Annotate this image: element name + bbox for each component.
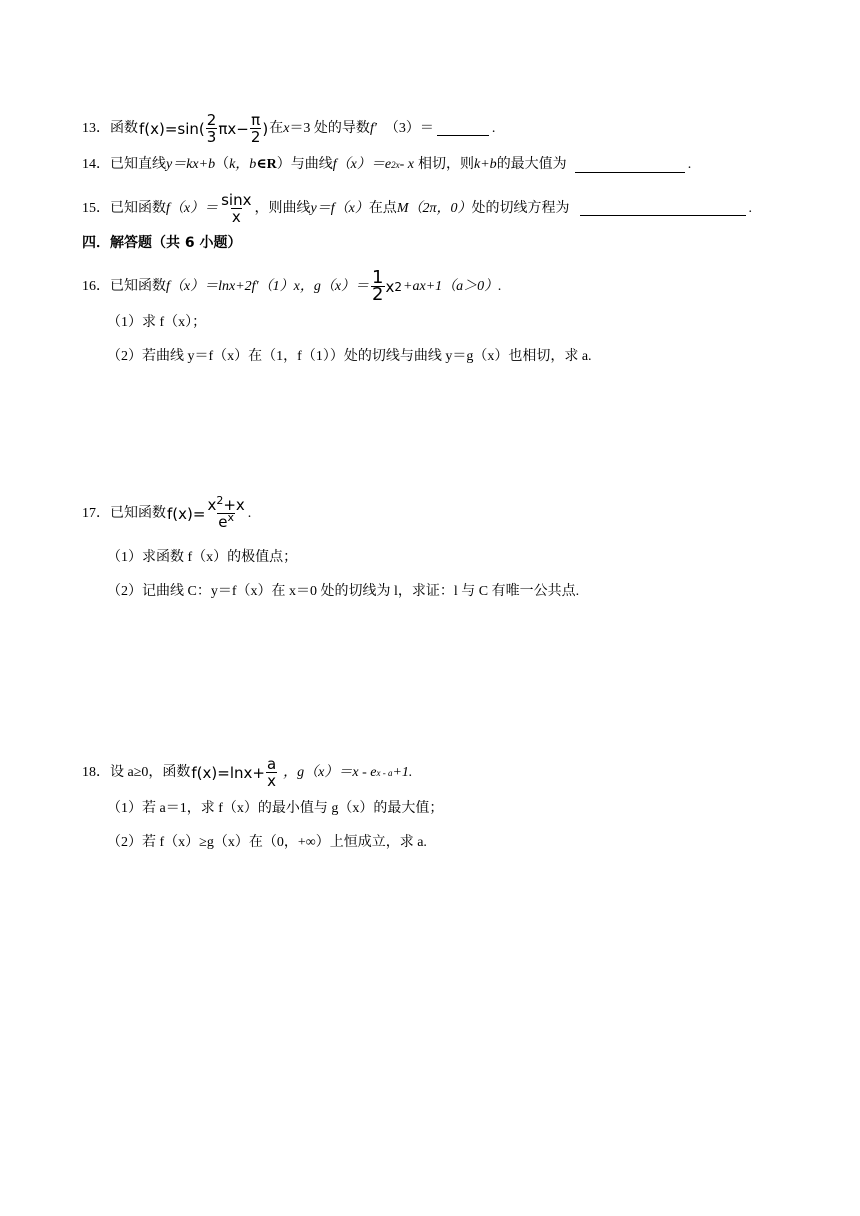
question-number: 14． bbox=[82, 157, 110, 172]
question-14: 14． 已知直线 y＝kx+b （ k，b ∈R ）与曲线 f（x）＝ e 2x - x 相切，则 k+b 的最大值为 . bbox=[82, 155, 691, 175]
q17-part-2: （2）记曲线 C：y＝f（x）在 x＝0 处的切线为 l，求证：l 与 C 有唯一公共点. bbox=[107, 584, 580, 599]
q16-part-2: （2）若曲线 y＝f（x）在（1，f（1））处的切线与曲线 y＝g（x）也相切，求 a. bbox=[107, 349, 592, 364]
question-number: 16． bbox=[82, 278, 110, 294]
formula-image: f(x)=sin( $\frac{2}{3}$ πx− $\frac{\pi}{2}$ ) bbox=[139, 111, 269, 146]
fraction: $\frac{\pi}{2}$ bbox=[250, 111, 261, 146]
formula-image: f(x)=lnx+ $\frac{a}{x}$ bbox=[191, 755, 277, 790]
question-13: 13． 函数 f(x)=sin( $\frac{2}{3}$ πx− $\frac{\pi}{2}$ ) 在 x ＝3 处的导数 f′ （3）＝ . bbox=[82, 111, 496, 146]
formula-image: f(x)= $\frac{x^2+x}{e^x}$ bbox=[167, 494, 245, 531]
fraction: $\frac{x^2+x}{e^x}$ bbox=[207, 494, 245, 531]
section-heading: 四．解答题（共 6 小题） bbox=[82, 235, 242, 251]
question-number: 18． bbox=[82, 764, 110, 780]
fraction: $\frac{a}{x}$ bbox=[266, 755, 277, 790]
question-number: 17． bbox=[82, 505, 110, 521]
question-15: 15． 已知函数 f（x）＝ $\frac{\sin x}{x}$ ，则曲线 y＝f（x） 在点 M（2π，0） 处的切线方程为 . bbox=[82, 191, 752, 226]
fraction: $\frac{\sin x}{x}$ bbox=[221, 191, 252, 226]
question-number: 15． bbox=[82, 200, 110, 216]
fraction: $\frac{1}{2}$ bbox=[372, 267, 384, 305]
formula-image bbox=[219, 192, 253, 225]
question-16: 16． 已知函数 f（x）＝lnx+2f′（1）x，g（x）＝ $\frac{1}{2}$ x 2 +ax+1（a＞0）. bbox=[82, 267, 502, 305]
q18-part-2: （2）若 f（x）≥g（x）在（0，+∞）上恒成立，求 a. bbox=[107, 835, 427, 850]
answer-blank[interactable] bbox=[437, 121, 489, 136]
question-number: 13． bbox=[82, 120, 110, 136]
q18-part-1: （1）若 a＝1，求 f（x）的最小值与 g（x）的最大值； bbox=[107, 801, 444, 816]
answer-blank[interactable] bbox=[580, 201, 746, 216]
question-18: 18． 设 a≥0，函数 f(x)=lnx+ $\frac{a}{x}$ ，g（x）＝x - e x - a +1. bbox=[82, 755, 413, 790]
q16-part-1: （1）求 f（x）； bbox=[107, 315, 207, 330]
fraction: $\frac{2}{3}$ bbox=[206, 111, 217, 146]
formula-image: $\frac{1}{2}$ x 2 bbox=[372, 267, 403, 305]
answer-blank[interactable] bbox=[575, 158, 685, 173]
question-text: 函数 bbox=[110, 120, 138, 136]
q17-part-1: （1）求函数 f（x）的极值点； bbox=[107, 550, 298, 565]
question-17: 17． 已知函数 f(x)= $\frac{x^2+x}{e^x}$ . bbox=[82, 494, 252, 531]
